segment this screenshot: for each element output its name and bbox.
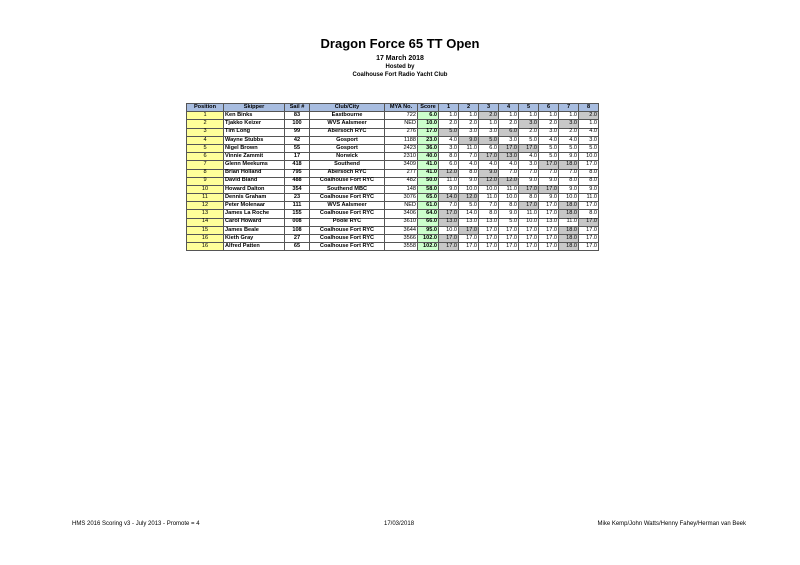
- race-result-cell: 13.0: [439, 218, 459, 226]
- race-result-cell: 17.0: [539, 243, 559, 251]
- column-header: Position: [187, 104, 224, 112]
- column-header: 3: [479, 104, 499, 112]
- sail-number-cell: 488: [285, 177, 310, 185]
- position-cell: 11: [187, 194, 224, 202]
- table-row: [187, 144, 599, 152]
- table-row: [187, 218, 599, 226]
- race-result-cell: 9.0: [539, 194, 559, 202]
- race-result-cell: 9.0: [479, 169, 499, 177]
- table-row: [187, 243, 599, 251]
- skipper-cell: James Beale: [224, 226, 285, 234]
- score-cell: 102.0: [418, 243, 439, 251]
- race-result-cell: 8.0: [519, 194, 539, 202]
- race-result-cell: 17.0: [539, 161, 559, 169]
- mya-number-cell: 3409: [385, 161, 418, 169]
- race-result-cell: 4.0: [499, 161, 519, 169]
- race-result-cell: 9.0: [559, 153, 579, 161]
- race-result-cell: 2.0: [479, 112, 499, 120]
- race-result-cell: 13.0: [479, 218, 499, 226]
- table-body: [187, 112, 599, 251]
- race-result-cell: 9.0: [439, 185, 459, 193]
- race-result-cell: 13.0: [459, 218, 479, 226]
- race-result-cell: 17.0: [539, 226, 559, 234]
- race-result-cell: 18.0: [559, 243, 579, 251]
- race-result-cell: 11.0: [519, 210, 539, 218]
- race-result-cell: 17.0: [539, 235, 559, 243]
- race-result-cell: 17.0: [579, 218, 599, 226]
- mya-number-cell: NED: [385, 202, 418, 210]
- race-result-cell: 10.0: [579, 153, 599, 161]
- race-result-cell: 17.0: [499, 226, 519, 234]
- event-date: 17 March 2018: [376, 55, 424, 62]
- position-cell: 10: [187, 185, 224, 193]
- table-row: [187, 235, 599, 243]
- race-result-cell: 5.0: [499, 218, 519, 226]
- skipper-cell: Alfred Patten: [224, 243, 285, 251]
- race-result-cell: 3.0: [519, 120, 539, 128]
- position-cell: 2: [187, 120, 224, 128]
- mya-number-cell: 3558: [385, 243, 418, 251]
- club-cell: Abersoch RYC: [310, 169, 385, 177]
- sail-number-cell: 008: [285, 218, 310, 226]
- race-result-cell: 17.0: [579, 161, 599, 169]
- race-result-cell: 5.0: [459, 202, 479, 210]
- column-header: 2: [459, 104, 479, 112]
- race-result-cell: 18.0: [559, 226, 579, 234]
- score-cell: 65.0: [418, 194, 439, 202]
- position-cell: 4: [187, 136, 224, 144]
- race-result-cell: 4.0: [439, 136, 459, 144]
- race-result-cell: 18.0: [559, 202, 579, 210]
- skipper-cell: Nigel Brown: [224, 144, 285, 152]
- race-result-cell: 3.0: [539, 128, 559, 136]
- table-row: [187, 226, 599, 234]
- race-result-cell: 17.0: [539, 210, 559, 218]
- club-cell: Coalhouse Fort RYC: [310, 177, 385, 185]
- race-result-cell: 3.0: [559, 120, 579, 128]
- column-header: 4: [499, 104, 519, 112]
- race-result-cell: 1.0: [539, 112, 559, 120]
- score-cell: 36.0: [418, 144, 439, 152]
- race-result-cell: 14.0: [439, 194, 459, 202]
- race-result-cell: 1.0: [479, 120, 499, 128]
- race-result-cell: 4.0: [479, 161, 499, 169]
- mya-number-cell: 3610: [385, 218, 418, 226]
- column-header: MYA No.: [385, 104, 418, 112]
- race-result-cell: 17.0: [579, 226, 599, 234]
- race-result-cell: 2.0: [579, 112, 599, 120]
- race-result-cell: 10.0: [559, 194, 579, 202]
- race-result-cell: 7.0: [459, 153, 479, 161]
- race-result-cell: 17.0: [479, 243, 499, 251]
- skipper-cell: Vinnie Zammit: [224, 153, 285, 161]
- race-result-cell: 3.0: [579, 136, 599, 144]
- column-header: Score: [418, 104, 439, 112]
- race-result-cell: 12.0: [459, 194, 479, 202]
- table-row: [187, 161, 599, 169]
- mya-number-cell: 2423: [385, 144, 418, 152]
- race-result-cell: 17.0: [579, 202, 599, 210]
- sail-number-cell: 27: [285, 235, 310, 243]
- race-result-cell: 9.0: [539, 177, 559, 185]
- skipper-cell: Brian Holland: [224, 169, 285, 177]
- position-cell: 3: [187, 128, 224, 136]
- race-result-cell: 13.0: [539, 218, 559, 226]
- race-result-cell: 7.0: [439, 202, 459, 210]
- position-cell: 13: [187, 210, 224, 218]
- race-result-cell: 17.0: [439, 210, 459, 218]
- race-result-cell: 17.0: [439, 243, 459, 251]
- race-result-cell: 11.0: [559, 218, 579, 226]
- score-cell: 17.0: [418, 128, 439, 136]
- race-result-cell: 2.0: [519, 128, 539, 136]
- mya-number-cell: NED: [385, 120, 418, 128]
- race-result-cell: 17.0: [459, 243, 479, 251]
- skipper-cell: James La Roche: [224, 210, 285, 218]
- race-result-cell: 10.0: [519, 218, 539, 226]
- race-result-cell: 4.0: [519, 153, 539, 161]
- race-result-cell: 8.0: [499, 202, 519, 210]
- race-result-cell: 8.0: [479, 210, 499, 218]
- race-result-cell: 17.0: [519, 185, 539, 193]
- race-result-cell: 17.0: [499, 243, 519, 251]
- race-result-cell: 17.0: [499, 235, 519, 243]
- column-header: 7: [559, 104, 579, 112]
- race-result-cell: 17.0: [519, 144, 539, 152]
- race-result-cell: 18.0: [559, 235, 579, 243]
- race-result-cell: 17.0: [479, 235, 499, 243]
- mya-number-cell: 276: [385, 128, 418, 136]
- race-result-cell: 1.0: [519, 112, 539, 120]
- mya-number-cell: 1188: [385, 136, 418, 144]
- race-result-cell: 17.0: [539, 185, 559, 193]
- race-result-cell: 3.0: [519, 161, 539, 169]
- race-result-cell: 2.0: [559, 128, 579, 136]
- score-cell: 10.0: [418, 120, 439, 128]
- race-result-cell: 17.0: [439, 235, 459, 243]
- race-result-cell: 3.0: [499, 136, 519, 144]
- score-cell: 58.0: [418, 185, 439, 193]
- race-result-cell: 17.0: [479, 153, 499, 161]
- footer-software: HMS 2016 Scoring v3 - July 2013 - Promote = 4: [72, 521, 200, 527]
- race-result-cell: 9.0: [559, 185, 579, 193]
- race-result-cell: 6.0: [499, 128, 519, 136]
- race-result-cell: 2.0: [499, 120, 519, 128]
- position-cell: 16: [187, 235, 224, 243]
- skipper-cell: Tim Long: [224, 128, 285, 136]
- mya-number-cell: 722: [385, 112, 418, 120]
- race-result-cell: 8.0: [439, 153, 459, 161]
- race-result-cell: 17.0: [519, 235, 539, 243]
- mya-number-cell: 482: [385, 177, 418, 185]
- position-cell: 14: [187, 218, 224, 226]
- page-title: Dragon Force 65 TT Open: [320, 36, 480, 51]
- race-result-cell: 7.0: [539, 169, 559, 177]
- footer-officials: Mike Kemp/John Watts/Henny Fahey/Herman van Beek: [597, 521, 746, 527]
- race-result-cell: 17.0: [539, 202, 559, 210]
- race-result-cell: 8.0: [579, 177, 599, 185]
- race-result-cell: 5.0: [519, 136, 539, 144]
- club-cell: Gosport: [310, 136, 385, 144]
- race-result-cell: 17.0: [519, 243, 539, 251]
- race-result-cell: 8.0: [459, 169, 479, 177]
- race-result-cell: 17.0: [499, 144, 519, 152]
- race-result-cell: 10.0: [439, 226, 459, 234]
- club-cell: Eastbourne: [310, 112, 385, 120]
- race-result-cell: 2.0: [459, 120, 479, 128]
- table-row: [187, 210, 599, 218]
- race-result-cell: 3.0: [479, 128, 499, 136]
- mya-number-cell: 148: [385, 185, 418, 193]
- results-table: [186, 103, 599, 251]
- hosted-by-label: Hosted by: [385, 64, 415, 70]
- race-result-cell: 11.0: [459, 144, 479, 152]
- club-cell: WVS Aalsmeer: [310, 120, 385, 128]
- race-result-cell: 17.0: [519, 226, 539, 234]
- sail-number-cell: 354: [285, 185, 310, 193]
- race-result-cell: 7.0: [479, 202, 499, 210]
- score-cell: 102.0: [418, 235, 439, 243]
- race-result-cell: 12.0: [499, 177, 519, 185]
- skipper-cell: Wayne Stubbs: [224, 136, 285, 144]
- mya-number-cell: 3076: [385, 194, 418, 202]
- race-result-cell: 10.0: [459, 185, 479, 193]
- race-result-cell: 9.0: [519, 177, 539, 185]
- skipper-cell: Tjakko Keizer: [224, 120, 285, 128]
- table-row: [187, 177, 599, 185]
- sail-number-cell: 155: [285, 210, 310, 218]
- skipper-cell: Carol Howard: [224, 218, 285, 226]
- sail-number-cell: 100: [285, 120, 310, 128]
- column-header: 1: [439, 104, 459, 112]
- position-cell: 16: [187, 243, 224, 251]
- column-header: 6: [539, 104, 559, 112]
- race-result-cell: 17.0: [459, 226, 479, 234]
- column-header: Sail #: [285, 104, 310, 112]
- race-result-cell: 17.0: [459, 235, 479, 243]
- skipper-cell: Kieth Gray: [224, 235, 285, 243]
- club-cell: Coalhouse Fort RYC: [310, 194, 385, 202]
- race-result-cell: 8.0: [559, 177, 579, 185]
- sail-number-cell: 111: [285, 202, 310, 210]
- race-result-cell: 11.0: [499, 185, 519, 193]
- sail-number-cell: 23: [285, 194, 310, 202]
- club-cell: Coalhouse Fort RYC: [310, 243, 385, 251]
- race-result-cell: 18.0: [559, 161, 579, 169]
- mya-number-cell: 277: [385, 169, 418, 177]
- score-cell: 66.0: [418, 218, 439, 226]
- race-result-cell: 17.0: [479, 226, 499, 234]
- race-result-cell: 11.0: [439, 177, 459, 185]
- club-cell: Southend: [310, 161, 385, 169]
- score-cell: 6.0: [418, 112, 439, 120]
- race-result-cell: 10.0: [499, 194, 519, 202]
- skipper-cell: Dennis Graham: [224, 194, 285, 202]
- race-result-cell: 7.0: [519, 169, 539, 177]
- skipper-cell: Howard Dalton: [224, 185, 285, 193]
- score-cell: 50.0: [418, 177, 439, 185]
- club-cell: Coalhouse Fort RYC: [310, 235, 385, 243]
- sail-number-cell: 418: [285, 161, 310, 169]
- sail-number-cell: 42: [285, 136, 310, 144]
- table-header-row: [187, 104, 599, 112]
- race-result-cell: 17.0: [579, 243, 599, 251]
- host-club: Coalhouse Fort Radio Yacht Club: [352, 72, 448, 78]
- score-cell: 23.0: [418, 136, 439, 144]
- sail-number-cell: 795: [285, 169, 310, 177]
- race-result-cell: 14.0: [459, 210, 479, 218]
- sail-number-cell: 108: [285, 226, 310, 234]
- table-row: [187, 112, 599, 120]
- race-result-cell: 11.0: [579, 194, 599, 202]
- skipper-cell: Ken Binks: [224, 112, 285, 120]
- score-cell: 61.0: [418, 202, 439, 210]
- mya-number-cell: 3644: [385, 226, 418, 234]
- race-result-cell: 12.0: [439, 169, 459, 177]
- skipper-cell: Peter Molenaar: [224, 202, 285, 210]
- race-result-cell: 9.0: [459, 177, 479, 185]
- score-cell: 64.0: [418, 210, 439, 218]
- club-cell: Coalhouse Fort RYC: [310, 226, 385, 234]
- sail-number-cell: 65: [285, 243, 310, 251]
- club-cell: Gosport: [310, 144, 385, 152]
- sail-number-cell: 83: [285, 112, 310, 120]
- club-cell: Norwick: [310, 153, 385, 161]
- race-result-cell: 5.0: [559, 144, 579, 152]
- race-result-cell: 7.0: [559, 169, 579, 177]
- race-result-cell: 6.0: [439, 161, 459, 169]
- race-result-cell: 4.0: [559, 136, 579, 144]
- race-result-cell: 12.0: [479, 177, 499, 185]
- score-cell: 95.0: [418, 226, 439, 234]
- table-row: [187, 202, 599, 210]
- race-result-cell: 17.0: [519, 202, 539, 210]
- race-result-cell: 1.0: [459, 112, 479, 120]
- position-cell: 12: [187, 202, 224, 210]
- race-result-cell: 9.0: [579, 185, 599, 193]
- skipper-cell: David Bland: [224, 177, 285, 185]
- column-header: Club/City: [310, 104, 385, 112]
- race-result-cell: 1.0: [499, 112, 519, 120]
- mya-number-cell: 2310: [385, 153, 418, 161]
- race-result-cell: 5.0: [579, 144, 599, 152]
- score-cell: 40.0: [418, 153, 439, 161]
- race-result-cell: 1.0: [559, 112, 579, 120]
- sail-number-cell: 99: [285, 128, 310, 136]
- table-row: [187, 185, 599, 193]
- position-cell: 9: [187, 177, 224, 185]
- club-cell: Southend MBC: [310, 185, 385, 193]
- footer-date: 17/03/2018: [384, 521, 415, 527]
- position-cell: 6: [187, 153, 224, 161]
- sail-number-cell: 17: [285, 153, 310, 161]
- race-result-cell: 11.0: [479, 194, 499, 202]
- column-header: 8: [579, 104, 599, 112]
- race-result-cell: 6.0: [479, 144, 499, 152]
- race-result-cell: 1.0: [579, 120, 599, 128]
- race-result-cell: 3.0: [459, 128, 479, 136]
- table-row: [187, 153, 599, 161]
- race-result-cell: 9.0: [459, 136, 479, 144]
- race-result-cell: 3.0: [439, 144, 459, 152]
- race-result-cell: 2.0: [439, 120, 459, 128]
- club-cell: Abersoch RYC: [310, 128, 385, 136]
- race-result-cell: 10.0: [479, 185, 499, 193]
- score-cell: 41.0: [418, 169, 439, 177]
- position-cell: 5: [187, 144, 224, 152]
- skipper-cell: Glenn Meekums: [224, 161, 285, 169]
- race-result-cell: 5.0: [439, 128, 459, 136]
- race-result-cell: 8.0: [579, 169, 599, 177]
- column-header: 5: [519, 104, 539, 112]
- race-result-cell: 17.0: [579, 235, 599, 243]
- race-result-cell: 4.0: [459, 161, 479, 169]
- table-row: [187, 136, 599, 144]
- race-result-cell: 4.0: [539, 136, 559, 144]
- race-result-cell: 18.0: [559, 210, 579, 218]
- table-row: [187, 120, 599, 128]
- race-result-cell: 13.0: [499, 153, 519, 161]
- race-result-cell: 8.0: [579, 210, 599, 218]
- mya-number-cell: 3566: [385, 235, 418, 243]
- position-cell: 1: [187, 112, 224, 120]
- sail-number-cell: 55: [285, 144, 310, 152]
- race-result-cell: 5.0: [479, 136, 499, 144]
- race-result-cell: 5.0: [539, 144, 559, 152]
- position-cell: 8: [187, 169, 224, 177]
- club-cell: Poole RYC: [310, 218, 385, 226]
- race-result-cell: 2.0: [539, 120, 559, 128]
- race-result-cell: 4.0: [579, 128, 599, 136]
- score-cell: 41.0: [418, 161, 439, 169]
- table-row: [187, 169, 599, 177]
- club-cell: WVS Aalsmeer: [310, 202, 385, 210]
- table-row: [187, 194, 599, 202]
- race-result-cell: 5.0: [539, 153, 559, 161]
- table-row: [187, 128, 599, 136]
- club-cell: Coalhouse Fort RYC: [310, 210, 385, 218]
- race-result-cell: 9.0: [499, 210, 519, 218]
- race-result-cell: 7.0: [499, 169, 519, 177]
- position-cell: 15: [187, 226, 224, 234]
- race-result-cell: 1.0: [439, 112, 459, 120]
- position-cell: 7: [187, 161, 224, 169]
- column-header: Skipper: [224, 104, 285, 112]
- mya-number-cell: 3406: [385, 210, 418, 218]
